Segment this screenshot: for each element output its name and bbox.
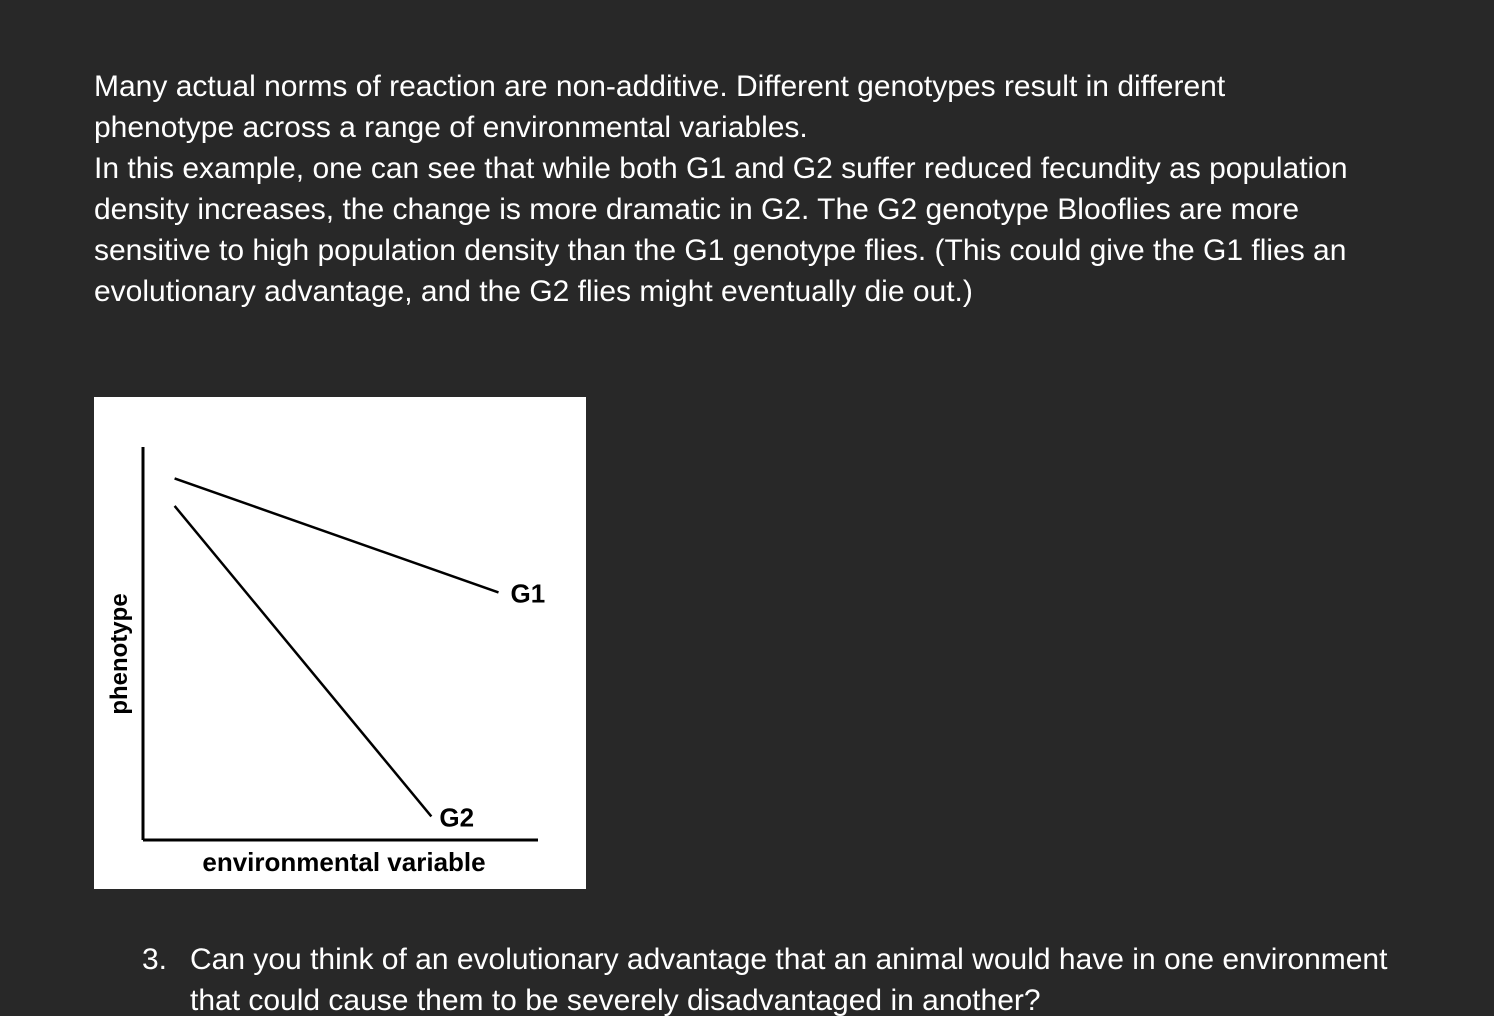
x-axis-label: environmental variable (202, 847, 486, 877)
question-text: Can you think of an evolutionary advantage that an animal would have in one environment that could cause them to be severely disadvantaged in another? (190, 943, 1388, 1016)
question-number: 3. (142, 943, 168, 976)
intro-paragraph-2: In this example, one can see that while both G1 and G2 suffer reduced fecundity as population density increases, the change is more dramatic in G2. The G2 genotype Blooflies are more sensitive to high population density than the G1 genotype flies. (This could give the G1 flies an evolutionary advantage, and the G2 flies might eventually die out.) (94, 152, 1348, 308)
series-label-g2: G2 (439, 802, 475, 833)
norm-of-reaction-chart (94, 397, 586, 889)
intro-text (94, 66, 1354, 312)
chart-svg (94, 397, 586, 889)
y-axis-label: phenotype (106, 593, 133, 715)
series-line-g2 (175, 506, 432, 816)
series-label-g1: G1 (510, 578, 546, 609)
intro-paragraph-1: Many actual norms of reaction are non-additive. Different genotypes result in different phenotype across a range of environmental variables. (94, 70, 1226, 144)
series-line-g1 (175, 478, 499, 592)
